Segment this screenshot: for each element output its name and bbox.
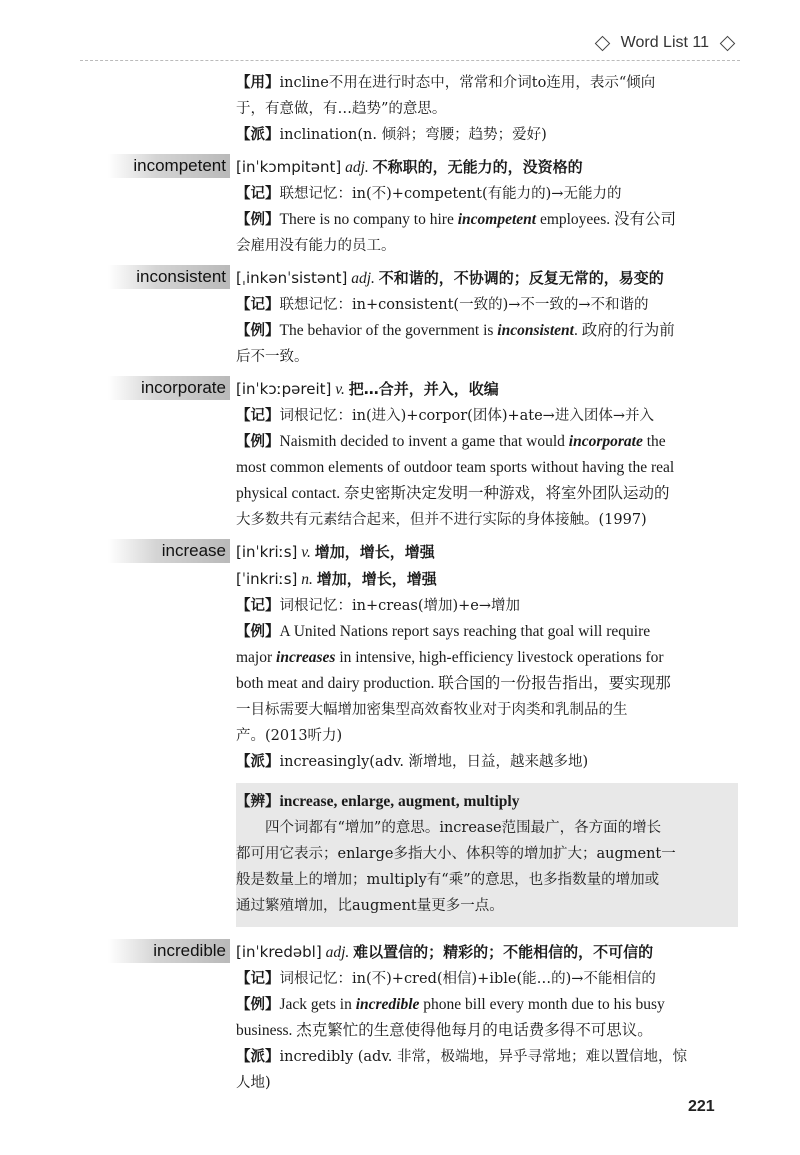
distinction-text: 四个词都有“增加”的意思。increase范围最广，各方面的增长: [265, 820, 662, 836]
entry-incorporate: [140, 376, 726, 533]
entry-incredible: [153, 939, 726, 1096]
entry-definition: [ˈinkriːs] n. 增加，增长，增强: [236, 570, 437, 588]
example-translation: 大多数共有元素结合起来，但并不进行实际的身体接触。(1997): [236, 512, 647, 528]
example-translation: 产。(2013听力): [236, 728, 343, 744]
example-translation: 一目标需要大幅增加密集型高效畜牧业对于肉类和乳制品的生: [236, 702, 628, 718]
headword: incompetent: [108, 154, 230, 178]
usage-line: 于，有意做，有…趋势”的意思。: [236, 101, 447, 117]
dictionary-content: [133, 70, 726, 1096]
usage-line: 【用】incline不用在进行时态中，常常和介词to连用，表示“倾向: [236, 75, 656, 91]
distinction-text: 般是数量上的增加；multiply有“乘”的意思，也多指数量的增加或: [236, 872, 660, 888]
headword: incredible: [108, 939, 230, 963]
example-translation: 后不一致。: [236, 349, 309, 365]
example-line: 【例】The behavior of the government is inconsistent. 政府的行为前: [236, 322, 675, 339]
distinction-text: 都可用它表示；enlarge多指大小、体积等的增加扩大；augment一: [236, 846, 676, 862]
example-translation: 会雇用没有能力的员工。: [236, 238, 396, 254]
memory-line: 【记】词根记忆：in(进入)+corpor(团体)+ate→进入团体→并入: [236, 408, 654, 424]
derivative-line: 【派】increasingly(adv. 渐增地，日益，越来越多地): [236, 754, 589, 770]
diamond-icon: [720, 35, 736, 51]
example-line: 【例】There is no company to hire incompetent employees. 没有公司: [236, 211, 676, 228]
example-line: 【例】Jack gets in incredible phone bill every month due to his busy: [236, 996, 665, 1013]
memory-line: 【记】词根记忆：in(不)+cred(相信)+ible(能…的)→不能相信的: [236, 971, 656, 987]
headword: increase: [108, 539, 230, 563]
memory-line: 【记】联想记忆：in(不)+competent(有能力的)→无能力的: [236, 186, 622, 202]
entry-definition: [inˈkriːs] v. 增加，增长，增强: [236, 543, 435, 561]
distinction-title: 【辨】increase, enlarge, augment, multiply: [236, 793, 520, 810]
headword: inconsistent: [108, 265, 230, 289]
derivative-line: 人地): [236, 1075, 271, 1091]
headword: incorporate: [108, 376, 230, 400]
memory-line: 【记】联想记忆：in+consistent(一致的)→不一致的→不和谐的: [236, 297, 649, 313]
derivative-line: 【派】incredibly (adv. 非常，极端地，异乎寻常地；难以置信地，惊: [236, 1049, 688, 1065]
page-number: 221: [688, 1098, 715, 1115]
example-line: both meat and dairy production. 联合国的一份报告指出，要实现那: [236, 675, 671, 692]
distinction-box: [236, 783, 738, 927]
entry-definition: [ˌinkənˈsistənt] adj. 不和谐的，不协调的；反复无常的，易变的: [236, 269, 664, 287]
header-divider: [80, 60, 740, 61]
example-line: major increases in intensive, high-efficiency livestock operations for: [236, 649, 664, 666]
example-line: most common elements of outdoor team sports without having the real: [236, 459, 675, 476]
example-line: 【例】Naismith decided to invent a game that would incorporate the: [236, 433, 666, 450]
example-line: physical contact. 奈史密斯决定发明一种游戏，将室外团队运动的: [236, 485, 670, 502]
entry-incompetent: [133, 154, 726, 259]
running-header: [592, 34, 738, 52]
diamond-icon: [594, 35, 610, 51]
example-line: 【例】A United Nations report says reaching that goal will require: [236, 623, 651, 640]
header-title: Word List 11: [620, 34, 709, 51]
memory-line: 【记】词根记忆：in+creas(增加)+e→增加: [236, 598, 521, 614]
entry-definition: [inˈkredəbl] adj. 难以置信的；精彩的；不能相信的，不可信的: [236, 943, 654, 961]
entry-increase: [161, 539, 726, 927]
entry-definition: [inˈkɔːpəreit] v. 把…合并，并入，收编: [236, 380, 499, 398]
example-translation: business. 杰克繁忙的生意使得他每月的电话费多得不可思议。: [236, 1022, 653, 1039]
entry-definition: [inˈkɔmpitənt] adj. 不称职的，无能力的，没资格的: [236, 158, 583, 176]
distinction-text: 通过繁殖增加，比augment量更多一点。: [236, 898, 504, 914]
entry-inconsistent: [136, 265, 726, 370]
derivative-line: 【派】inclination(n. 倾斜；弯腰；趋势；爱好): [236, 127, 547, 143]
